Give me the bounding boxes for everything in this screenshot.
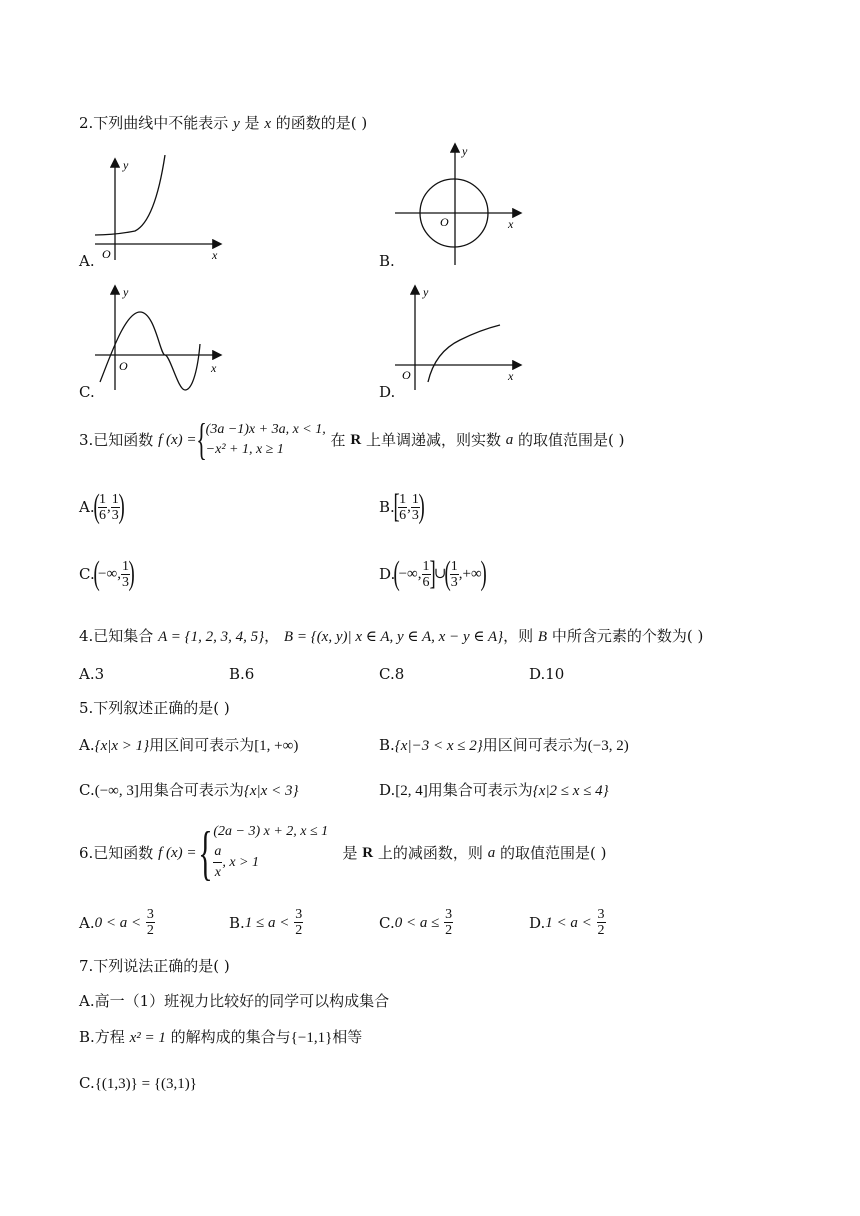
axis-x-label: x xyxy=(508,369,514,383)
q7-opt-b: B.方程 x² = 1 的解构成的集合与{−1,1}相等 xyxy=(79,1028,363,1046)
q7-opt-c: C.{(1,3)} = {(3,1)} xyxy=(79,1074,197,1092)
axis-y-label: y xyxy=(123,285,129,299)
q5-stem: 5.下列叙述正确的是( ) xyxy=(79,699,230,717)
q3-opt-a: A. ( $\frac{1}{6}$ , $\frac{1}{3}$ ) xyxy=(79,488,125,525)
graph-a xyxy=(90,155,230,265)
q5-opt-b: B.{x|−3 < x ≤ 2}用区间可表示为(−3, 2) xyxy=(379,736,629,754)
q7-opt-a: A.高一（1）班视力比较好的同学可以构成集合 xyxy=(79,992,390,1010)
q2-opt-b: B. xyxy=(379,252,395,270)
axis-y-label: y xyxy=(123,158,129,172)
origin-label: O xyxy=(402,368,411,382)
q2-opt-d: D. xyxy=(379,383,396,401)
axis-y-label: y xyxy=(423,285,429,299)
q2-opt-c: C. xyxy=(79,383,95,401)
q4-opt-b: B.6 xyxy=(229,665,255,683)
q5-opt-d: D.[2, 4]用集合可表示为{x|2 ≤ x ≤ 4} xyxy=(379,781,609,799)
q6-opt-a: A. 0 < a < $\frac{3}{2}$ xyxy=(79,907,154,938)
origin-label: O xyxy=(119,359,128,373)
q4-opt-a: A.3 xyxy=(79,665,105,683)
q6-opt-b: B. 1 ≤ a < $\frac{3}{2}$ xyxy=(229,907,303,938)
q6-stem: 6.已知函数 f (x) = { (2a − 3) x + 2, x ≤ 1 $\frac{a}{x}$ , x > 1 是 R 上的减函数，则 a 的取值范围是( ) xyxy=(79,819,607,886)
graph-d xyxy=(390,282,530,394)
axis-y-label: y xyxy=(462,144,468,158)
q2-opt-a: A. xyxy=(79,252,95,270)
graph-b xyxy=(390,140,530,270)
q2-stem: 2.下列曲线中不能表示 y 是 x 的函数的是( ) xyxy=(79,114,368,132)
axis-x-label: x xyxy=(212,248,218,262)
q5-opt-c: C.(−∞, 3]用集合可表示为{x|x < 3} xyxy=(79,781,299,799)
q3-opt-b: B. [ $\frac{1}{6}$ , $\frac{1}{3}$ ) xyxy=(379,488,425,525)
q6-opt-c: C. 0 < a ≤ $\frac{3}{2}$ xyxy=(379,907,453,938)
q7-stem: 7.下列说法正确的是( ) xyxy=(79,957,230,975)
axis-x-label: x xyxy=(508,217,514,231)
graph-c xyxy=(90,282,230,394)
q4-stem: 4.已知集合 A = {1, 2, 3, 4, 5}， B = {(x, y)| x ∈ A, y ∈ A, x − y ∈ A}，则 B 中所含元素的个数为( ) xyxy=(79,627,704,645)
q3-opt-c: C. ( −∞, $\frac{1}{3}$ ) xyxy=(79,555,135,592)
q3-stem: 3.已知函数 f (x) = { (3a −1)x + 3a, x < 1, −x² + 1, x ≥ 1 在 R 上单调递减，则实数 a 的取值范围是( ) xyxy=(79,415,625,464)
q3-opt-d: D. ( −∞, $\frac{1}{6}$ ] ∪ ( $\frac{1}{3}$ ,+∞ ) xyxy=(379,555,487,592)
q6-opt-d: D. 1 < a < $\frac{3}{2}$ xyxy=(529,907,605,938)
origin-label: O xyxy=(102,247,111,261)
origin-label: O xyxy=(440,215,449,229)
q4-opt-d: D.10 xyxy=(529,665,565,683)
q5-opt-a: A.{x|x > 1}用区间可表示为[1, +∞) xyxy=(79,736,299,754)
axis-x-label: x xyxy=(211,361,217,375)
q4-opt-c: C.8 xyxy=(379,665,405,683)
